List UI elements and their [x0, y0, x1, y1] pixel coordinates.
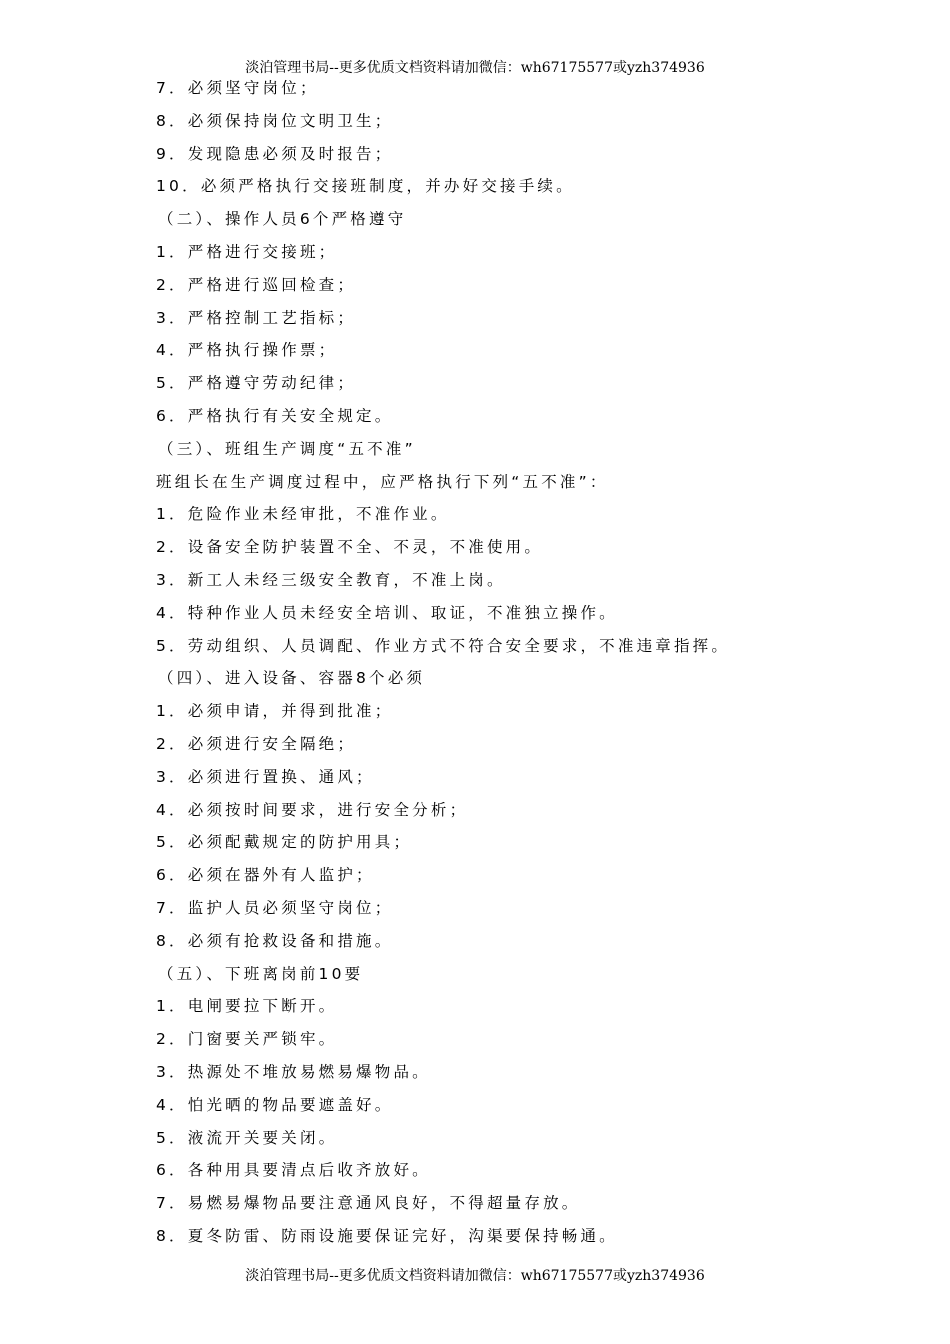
list-item: 1．危险作业未经审批，不准作业。: [156, 505, 450, 524]
list-item: 3．新工人未经三级安全教育，不准上岗。: [156, 570, 506, 589]
page-footer: 淡泊管理书局--更多优质文档资料请加微信：wh67175577或yzh374936: [245, 1268, 705, 1284]
list-item: 2．严格进行巡回检查；: [156, 275, 357, 294]
list-item: 8．必须保持岗位文明卫生；: [156, 111, 394, 130]
list-item: 5．必须配戴规定的防护用具；: [156, 833, 413, 852]
list-item: 5．严格遵守劳动纪律；: [156, 374, 357, 393]
section-heading: （二）、操作人员6个严格遵守: [158, 210, 407, 229]
paragraph: 班组长在生产调度过程中，应严格执行下列“五不准”：: [156, 472, 609, 491]
list-item: 7．易燃易爆物品要注意通风良好，不得超量存放。: [156, 1194, 581, 1213]
list-item: 8．夏冬防雷、防雨设施要保证完好，沟渠要保持畅通。: [156, 1226, 618, 1245]
list-item: 1．严格进行交接班；: [156, 242, 338, 261]
list-item: 4．特种作业人员未经安全培训、取证，不准独立操作。: [156, 603, 618, 622]
list-item: 2．设备安全防护装置不全、不灵，不准使用。: [156, 538, 544, 557]
list-item: 10．必须严格执行交接班制度，并办好交接手续。: [156, 177, 575, 196]
list-item: 8．必须有抢救设备和措施。: [156, 931, 394, 950]
list-item: 5．劳动组织、人员调配、作业方式不符合安全要求，不准违章指挥。: [156, 636, 731, 655]
list-item: 2．门窗要关严锁牢。: [156, 1030, 338, 1049]
page-header: 淡泊管理书局--更多优质文档资料请加微信：wh67175577或yzh374936: [245, 60, 705, 76]
list-item: 6．必须在器外有人监护；: [156, 866, 375, 885]
section-heading: （五）、下班离岗前10要: [158, 964, 364, 983]
list-item: 3．热源处不堆放易燃易爆物品。: [156, 1062, 431, 1081]
section-heading: （四）、进入设备、容器8个必须: [158, 669, 426, 688]
section-heading: （三）、班组生产调度“五不准”: [158, 439, 416, 458]
list-item: 3．严格控制工艺指标；: [156, 308, 357, 327]
list-item: 7．监护人员必须坚守岗位；: [156, 898, 394, 917]
list-item: 1．电闸要拉下断开。: [156, 997, 338, 1016]
list-item: 4．严格执行操作票；: [156, 341, 338, 360]
list-item: 6．各种用具要清点后收齐放好。: [156, 1161, 431, 1180]
list-item: 5．液流开关要关闭。: [156, 1128, 338, 1147]
list-item: 4．必须按时间要求，进行安全分析；: [156, 800, 469, 819]
list-item: 7．必须坚守岗位；: [156, 79, 319, 97]
list-item: 9．发现隐患必须及时报告；: [156, 144, 394, 163]
list-item: 1．必须申请，并得到批准；: [156, 702, 394, 721]
document-body: [156, 72, 796, 1253]
list-item: 4．怕光晒的物品要遮盖好。: [156, 1095, 394, 1114]
list-item: 6．严格执行有关安全规定。: [156, 406, 394, 425]
list-item: 2．必须进行安全隔绝；: [156, 734, 357, 753]
list-item: 3．必须进行置换、通风；: [156, 767, 375, 786]
